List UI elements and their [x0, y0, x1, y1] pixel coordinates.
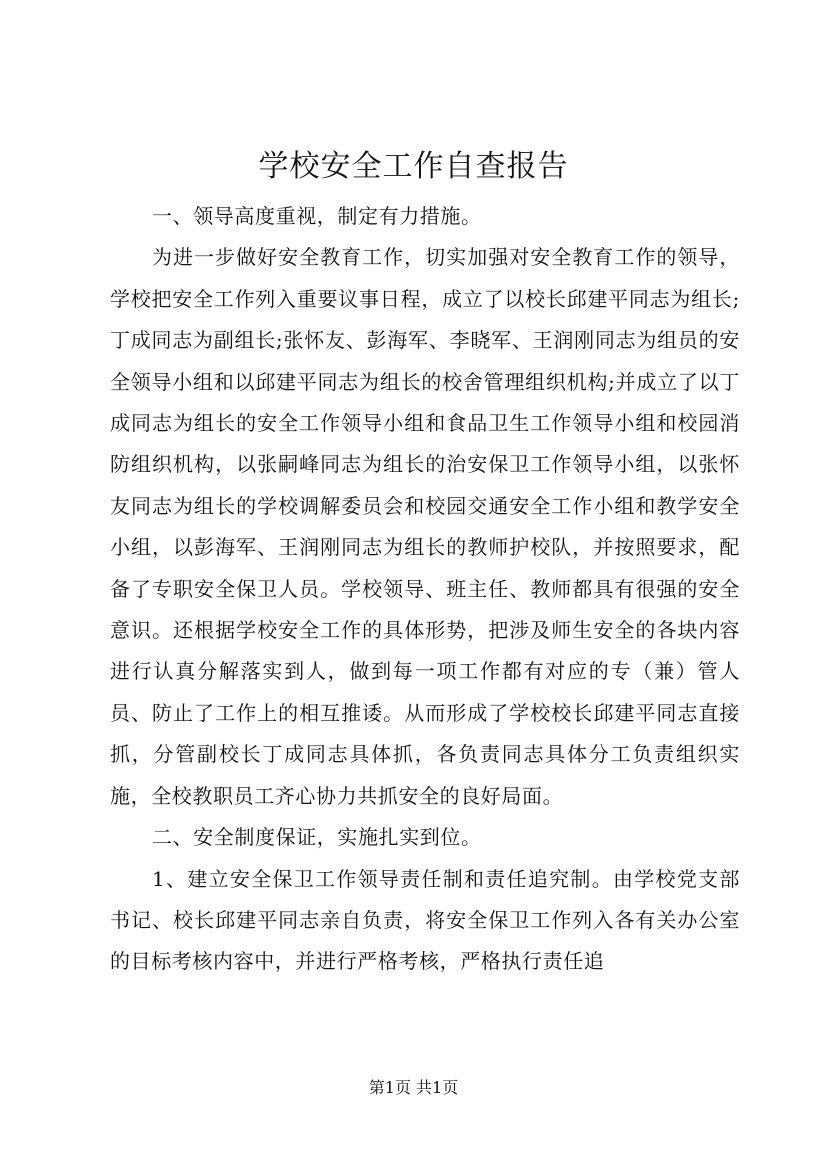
- body-paragraph: 为进一步做好安全教育工作，切实加强对安全教育工作的领导，学校把安全工作列入重要议事日程，成立了以校长邱建平同志为组长;丁成同志为副组长;张怀友、彭海军、李晓军、王润刚同志为组员的安全领导小组和以邱建平同志为组长的校舍管理组织机构;并成立了以丁成同志为组长的安全工作领导小组和食品卫生工作领导小组和校园消防组织机构，以张嗣峰同志为组长的治安保卫工作领导小组，以张怀友同志为组长的学校调解委员会和校园交通安全工作小组和教学安全小组，以彭海军、王润刚同志为组长的教师护校队，并按照要求，配备了专职安全保卫人员。学校领导、班主任、教师都具有很强的安全意识。还根据学校安全工作的具体形势，把涉及师生安全的各块内容进行认真分解落实到人，做到每一项工作都有对应的专（兼）管人员、防止了工作上的相互推诿。从而形成了学校校长邱建平同志直接抓，分管副校长丁成同志具体抓，各负责同志具体分工负责组织实施，全校教职员工齐心协力共抓安全的良好局面。: [110, 245, 740, 808]
- body-paragraph: 1、建立安全保卫工作领导责任制和责任追究制。由学校党支部书记、校长邱建平同志亲自负责，将安全保卫工作列入各有关办公室的目标考核内容中，并进行严格考核，严格执行责任追: [110, 866, 740, 974]
- page-footer: 第1页 共1页: [368, 1078, 459, 1097]
- section-heading: 一、领导高度重视，制定有力措施。: [152, 204, 482, 228]
- document-body: [110, 196, 740, 983]
- section-heading: 二、安全制度保证，实施扎实到位。: [152, 825, 482, 850]
- page-title: 学校安全工作自查报告: [258, 149, 569, 184]
